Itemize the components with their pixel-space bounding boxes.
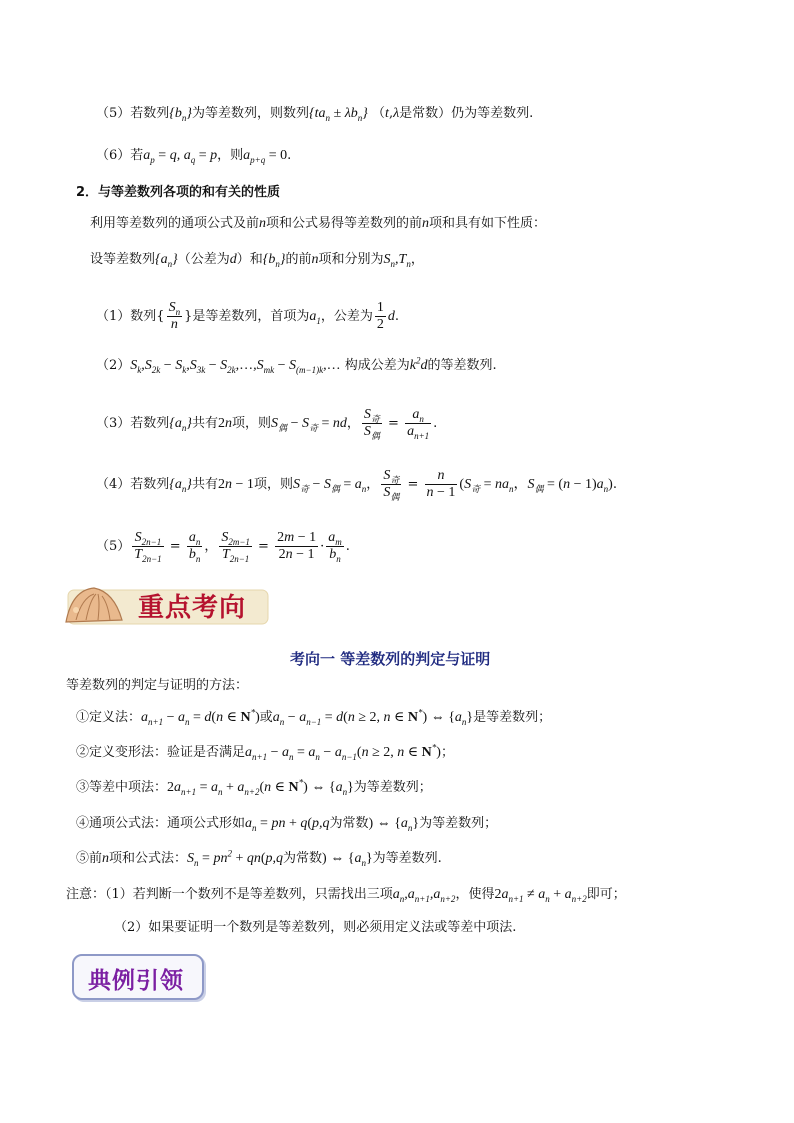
method-5: ⑤前n项和公式法：$S_n = pn^2 + qn(p,q$为常数) ⇔ $\{a_n\}$为等差数列. bbox=[76, 848, 442, 868]
topic1-intro: 等差数列的判定与证明的方法： bbox=[66, 678, 249, 693]
sum-property-4: （4）若数列$\{a_n\}$共有2n − 1项，则$S_奇 - S_偶 = a_n$， $\frac{S_奇}{S_偶}$ = $\frac{n}{n - 1}$ ($S_奇 = na_n$，$S_偶 = (n - 1)a_n$). bbox=[96, 468, 617, 502]
property-5: （5）若数列$\{b_n\}$为等差数列，则数列$\{ta_n \pm \lambda b_n\}$ （t,λ是常数）仍为等差数列. bbox=[96, 106, 534, 123]
method-4: ④通项公式法：通项公式形如$a_n$ = pn + q(p,q为常数) ⇔ $\{a_n\}$为等差数列； bbox=[76, 816, 498, 833]
note-1: 注意：（1）若判断一个数列不是等差数列，只需找出三项$a_n,a_{n+1},a_{n+2}$，使得$2a_{n+1} \ne a_n + a_{n+2}$即可； bbox=[66, 887, 626, 904]
examples-banner bbox=[72, 954, 204, 1000]
sum-property-5: （5） $\frac{S_{2n-1}}{T_{2n-1}}$ = $\frac{a_n}{b_n}$ ， $\frac{S_{2m-1}}{T_{2n-1}}$ = $\frac{2m - 1}{2n - 1}$ · $\frac{a_m}{b_n}$ . bbox=[96, 530, 350, 564]
examples-label: 典例引领 bbox=[88, 968, 184, 994]
section2-heading: 2．与等差数列各项的和有关的性质 bbox=[76, 185, 281, 200]
sum-property-3: （3）若数列$\{a_n\}$共有2n项，则$S_偶 - S_奇$ = nd， $\frac{S_奇}{S_偶}$ = $\frac{a_n}{a_{n+1}}$ . bbox=[96, 407, 438, 441]
method-3: ③等差中项法：$2a_{n+1} = a_n + a_{n+2}(n$ ∈ N*) ⇔ $\{a_n\}$为等差数列； bbox=[76, 777, 432, 797]
sum-property-1: （1）数列{ $\frac{S_n}{n}$ }是等差数列，首项为$a_1$，公差为 $\frac{1}{2}$ d. bbox=[96, 300, 400, 332]
key-topics-label: 重点考向 bbox=[138, 593, 247, 623]
note-2: （2）如果要证明一个数列是等差数列，则必须用定义法或等差中项法. bbox=[114, 920, 517, 935]
section2-intro: 利用等差数列的通项公式及前n项和公式易得等差数列的前n项和具有如下性质： bbox=[90, 216, 547, 231]
property-6: （6）若$a_p = q$, $a_q = p$，则$a_{p+q} = 0$. bbox=[96, 148, 292, 165]
key-topics-banner bbox=[62, 582, 272, 628]
method-2: ②定义变形法：验证是否满足$a_{n+1} - a_n = a_n - a_{n-1}(n \ge 2$, n ∈ N*)； bbox=[76, 742, 454, 762]
method-1: ①定义法：$a_{n+1} - a_n = d(n$ ∈ N*)或$a_n - a_{n-1} = d(n \ge 2$, n ∈ N*) ⇔ $\{a_n\}$是等差数列； bbox=[76, 707, 552, 727]
section2-setup: 设等差数列$\{a_n\}$（公差为d）和$\{b_n\}$的前n项和分别为$S_n,T_n$， bbox=[90, 252, 424, 269]
topic1-title: 考向一 等差数列的判定与证明 bbox=[290, 650, 491, 668]
sum-property-2: $(2)S_k,S_{2k} - S_k,S_{3k}$ − $S_{2k},\dots,S_{mk}$ − $S_{(m-1)k},\dots$ 构成公差为$k^2d$的等差数列. bbox=[96, 355, 497, 375]
